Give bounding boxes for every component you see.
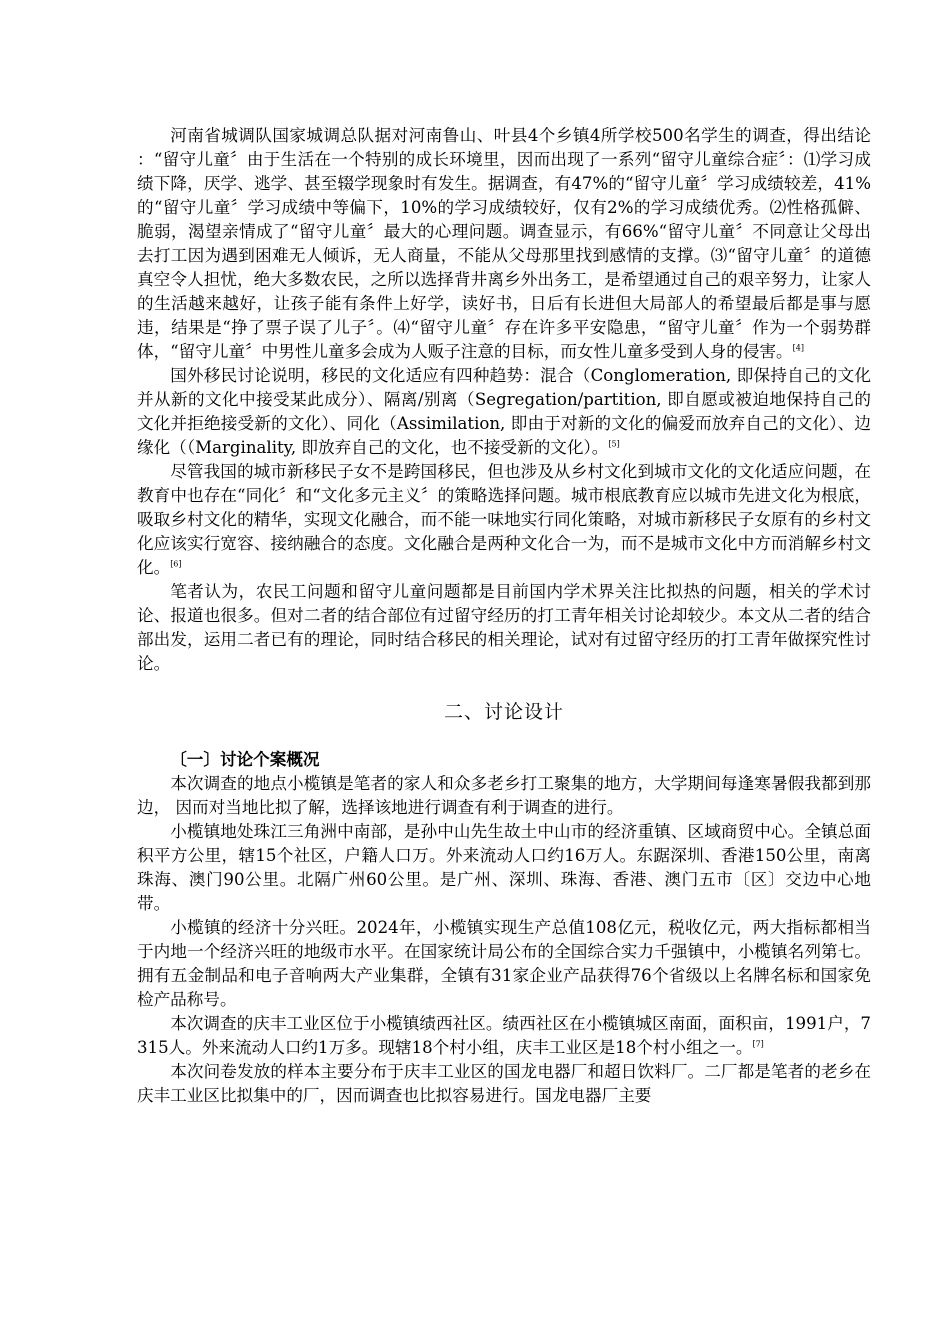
- paragraph-text: 国外移民讨论说明，移民的文化适应有四种趋势：混合（Conglomeration, 即保持自己的文化并从新的文化中接受某此成分）、隔离/别离（Segregation/partition, 即自愿或被迫地保持自己的文化并拒绝接受新的文化）、同化（Assimilation, 即由于对新的文化的偏爱而放弃自己的文化）、边缘化（（Marginality, 即放弃自己的文化，也不接受新的文化）。: [137, 366, 871, 457]
- paragraph: [137, 364, 871, 460]
- paragraph: [137, 820, 871, 916]
- paragraph: [137, 772, 871, 820]
- section-title: 二、讨论设计: [443, 701, 564, 723]
- document-body: [137, 124, 871, 1108]
- paragraph: [137, 580, 871, 676]
- paragraph: [137, 1012, 871, 1060]
- paragraph: [137, 124, 871, 364]
- citation-ref: [6]: [170, 559, 182, 569]
- paragraph-text: 小榄镇的经济十分兴旺。2024年，小榄镇实现生产总值108亿元，税收亿元，两大指标都相当于内地一个经济兴旺的地级市水平。在国家统计局公布的全国综合实力千强镇中，小榄镇名列第七。拥有五金制品和电子音响两大产业集群，全镇有31家企业产品获得76个省级以上名牌名标和国家免检产品称号。: [137, 918, 871, 1009]
- paragraph-text: 本次调查的地点小榄镇是笔者的家人和众多老乡打工聚集的地方，大学期间每逢寒暑假我都到那边， 因而对当地比拟了解，选择该地进行调查有利于调查的进行。: [137, 774, 871, 817]
- paragraph-text: 本次问卷发放的样本主要分布于庆丰工业区的国龙电器厂和超日饮料厂。二厂都是笔者的老乡在庆丰工业区比拟集中的厂，因而调查也比拟容易进行。国龙电器厂主要: [137, 1062, 871, 1105]
- paragraph-text: 河南省城调队国家城调总队据对河南鲁山、叶县4个乡镇4所学校500名学生的调查，得出结论 ：“留守儿童〞由于生活在一个特别的成长环境里，因而出现了一系列“留守儿童综合症〞：⑴学习成绩下降，厌学、逃学、甚至辍学现象时有发生。据调查，有47%的“留守儿童〞学习成绩较差，41%的“留守儿童〞学习成绩中等偏下，10%的学习成绩较好，仅有2%的学习成绩优秀。⑵性格孤僻、脆弱，渴望亲情成了“留守儿童〞最大的心理问题。调查显示，有66%“留守儿童〞不同意让父母出去打工因为遇到困难无人倾诉，无人商量，不能从父母那里找到感情的支撑。⑶“留守儿童〞的道德真空令人担忧，绝大多数农民，之所以选择背井离乡外出务工，是希望通过自己的艰辛努力，让家人的生活越来越好，让孩子能有条件上好学，读好书，日后有长进但大局部人的希望最后都是事与愿违，结果是“挣了票子误了儿子〞。⑷“留守儿童〞存在许多平安隐患，“留守儿童〞作为一个弱势群体，“留守儿童〞中男性儿童多会成为人贩子注意的目标，而女性儿童多受到人身的侵害。: [137, 126, 871, 361]
- citation-ref: [5]: [608, 439, 620, 449]
- paragraph: [137, 460, 871, 580]
- citation-ref: [4]: [792, 343, 804, 353]
- paragraph-text: 本次调查的庆丰工业区位于小榄镇绩西社区。绩西社区在小榄镇城区南面，面积亩，1991户，7315人。外来流动人口约1万多。现辖18个村小组，庆丰工业区是18个村小组之一。: [137, 1014, 871, 1057]
- paragraph: [137, 916, 871, 1012]
- paragraph-text: 尽管我国的城市新移民子女不是跨国移民，但也涉及从乡村文化到城市文化的文化适应问题，在教育中也存在“同化〞和“文化多元主义〞的策略选择问题。城市根底教育应以城市先进文化为根底，吸取乡村文化的精华，实现文化融合，而不能一味地实行同化策略，对城市新移民子女原有的乡村文化应该实行宽容、接纳融合的态度。文化融合是两种文化合一为，而不是城市文化中方而消解乡村文化。: [137, 462, 871, 577]
- paragraph-text: 笔者认为，农民工问题和留守儿童问题都是目前国内学术界关注比拟热的问题，相关的学术讨论、报道也很多。但对二者的结合部位有过留守经历的打工青年相关讨论却较少。本文从二者的结合部出发，运用二者已有的理论，同时结合移民的相关理论，试对有过留守经历的打工青年做探究性讨论。: [137, 582, 871, 673]
- paragraph: [137, 1060, 871, 1108]
- citation-ref: [7]: [752, 1039, 764, 1049]
- paragraph-text: 小榄镇地处珠江三角洲中南部，是孙中山先生故土中山市的经济重镇、区域商贸中心。全镇总面积平方公里，辖15个社区，户籍人口万。外来流动人口约16万人。东踞深圳、香港150公里，南离珠海、澳门90公里。北隔广州60公里。是广州、深圳、珠海、香港、澳门五市〔区〕交边中心地带。: [137, 822, 871, 913]
- sub-heading: 〔一〕讨论个案概况: [170, 750, 320, 769]
